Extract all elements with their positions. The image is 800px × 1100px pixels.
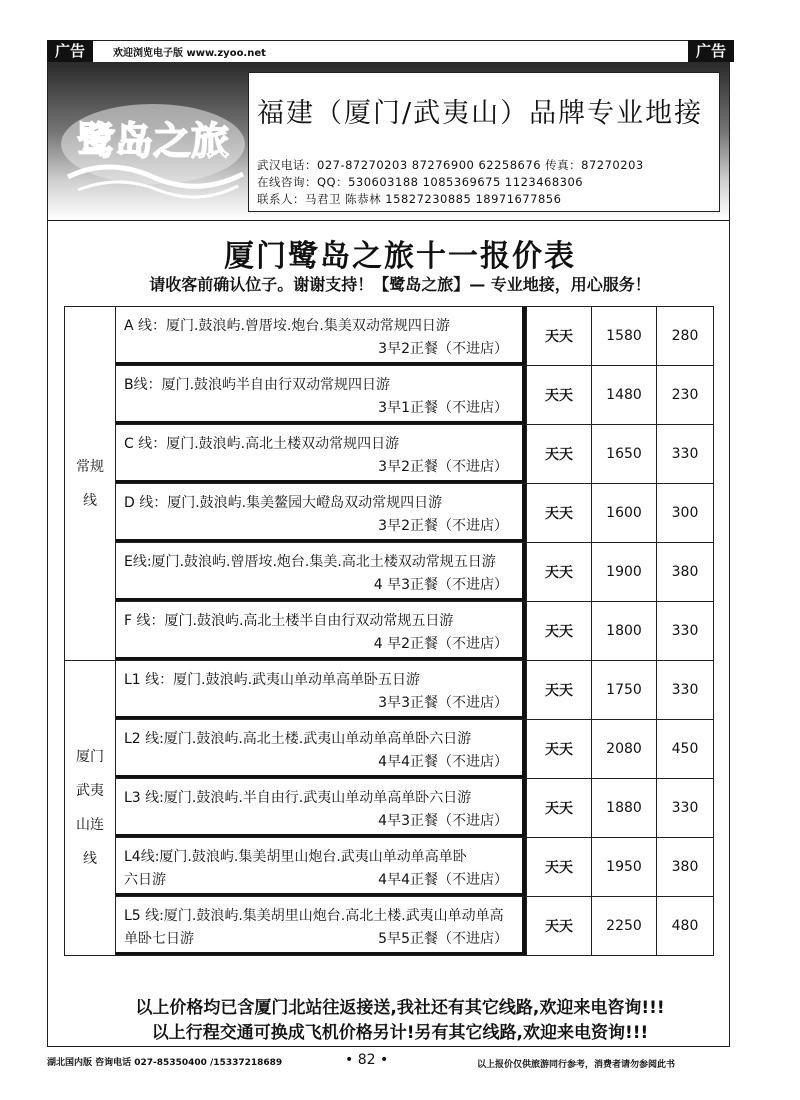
child-price: 330 bbox=[657, 425, 714, 484]
route-cell bbox=[116, 779, 527, 838]
route-box bbox=[116, 602, 526, 660]
contact-phone: 武汉电话：027-87270203 87276900 62258676 传真：87270203 bbox=[257, 158, 644, 172]
adult-price: 1900 bbox=[592, 543, 657, 602]
departure-frequency: 天天 bbox=[527, 661, 592, 720]
route-meals: 4 早2正餐（不进店） bbox=[373, 636, 508, 652]
departure-frequency: 天天 bbox=[527, 779, 592, 838]
route-description: F 线：厦门.鼓浪屿.高北土楼半自由行双动常规五日游 bbox=[124, 613, 454, 629]
child-price: 300 bbox=[657, 484, 714, 543]
route-box bbox=[116, 366, 526, 424]
route-cell bbox=[116, 366, 527, 425]
adult-price: 1950 bbox=[592, 838, 657, 897]
child-price: 330 bbox=[657, 779, 714, 838]
route-description: C 线：厦门.鼓浪屿.高北土楼双动常规四日游 bbox=[124, 436, 400, 452]
adult-price: 1580 bbox=[592, 307, 657, 366]
departure-frequency: 天天 bbox=[527, 484, 592, 543]
table-row bbox=[65, 779, 714, 838]
route-description: L1 线：厦门.鼓浪屿.武夷山单动单高单卧五日游 bbox=[124, 672, 421, 688]
route-box bbox=[116, 543, 526, 601]
child-price: 380 bbox=[657, 543, 714, 602]
route-box bbox=[116, 484, 526, 542]
route-description: D 线：厦门.鼓浪屿.集美鳌园大嶝岛双动常规四日游 bbox=[124, 495, 443, 511]
route-meals: 4早4正餐（不进店） bbox=[378, 872, 508, 888]
adult-price: 1480 bbox=[592, 366, 657, 425]
adult-price: 1880 bbox=[592, 779, 657, 838]
ad-label-left: 广告 bbox=[47, 40, 93, 62]
departure-frequency: 天天 bbox=[527, 602, 592, 661]
route-meals: 3早3正餐（不进店） bbox=[378, 695, 508, 711]
route-description-cont: 六日游 bbox=[124, 872, 166, 888]
category-label bbox=[65, 661, 116, 956]
departure-frequency: 天天 bbox=[527, 897, 592, 956]
route-meals: 3早1正餐（不进店） bbox=[378, 400, 508, 416]
route-box bbox=[116, 425, 526, 483]
footer-left: 湖北国内版 咨询电话 027-85350400 /15337218689 bbox=[47, 1058, 283, 1068]
route-meals: 4早3正餐（不进店） bbox=[378, 813, 508, 829]
route-meals: 3早2正餐（不进店） bbox=[378, 341, 508, 357]
route-meals: 5早5正餐（不进店） bbox=[378, 931, 508, 947]
logo-text: 鹭岛之旅 bbox=[76, 119, 230, 163]
brand-logo bbox=[58, 82, 248, 202]
document-title: 厦门鹭岛之旅十一报价表 bbox=[224, 239, 576, 274]
adult-price: 1800 bbox=[592, 602, 657, 661]
route-meals: 4 早3正餐（不进店） bbox=[373, 577, 508, 593]
category-name: 常规线 bbox=[76, 458, 104, 509]
route-description: B线：厦门.鼓浪屿半自由行双动常规四日游 bbox=[124, 377, 391, 393]
table-row bbox=[65, 720, 714, 779]
route-cell bbox=[116, 307, 527, 366]
departure-frequency: 天天 bbox=[527, 366, 592, 425]
route-cell bbox=[116, 897, 527, 956]
route-box bbox=[116, 720, 526, 778]
route-box bbox=[116, 661, 526, 719]
child-price: 280 bbox=[657, 307, 714, 366]
footer-right: 以上报价仅供旅游同行参考，消费者请勿参阅此书 bbox=[477, 1060, 676, 1070]
route-box bbox=[116, 838, 526, 896]
document-subtitle: 请收客前确认位子。谢谢支持！【鹭岛之旅】— 专业地接，用心服务！ bbox=[149, 275, 651, 294]
category-name: 厦门武夷山连线 bbox=[76, 749, 104, 867]
ad-label-right: 广告 bbox=[688, 40, 734, 62]
route-description-cont: 单卧七日游 bbox=[124, 931, 194, 947]
table-row bbox=[65, 307, 714, 366]
route-box bbox=[116, 307, 526, 365]
table-row bbox=[65, 484, 714, 543]
route-cell bbox=[116, 543, 527, 602]
child-price: 450 bbox=[657, 720, 714, 779]
banner bbox=[48, 62, 729, 221]
route-description: L5 线:厦门.鼓浪屿.集美胡里山炮台.高北土楼.武夷山单动单高 bbox=[124, 908, 504, 924]
note-line-1: 以上价格均已含厦门北站往返接送,我社还有其它线路,欢迎来电咨询!!! bbox=[135, 998, 665, 1018]
departure-frequency: 天天 bbox=[527, 425, 592, 484]
category-label bbox=[65, 307, 116, 661]
table-row bbox=[65, 366, 714, 425]
route-meals: 3早2正餐（不进店） bbox=[378, 459, 508, 475]
route-description: L4线:厦门.鼓浪屿.集美胡里山炮台.武夷山单动单高单卧 bbox=[124, 849, 467, 865]
child-price: 380 bbox=[657, 838, 714, 897]
route-description: A 线：厦门.鼓浪屿.曾厝垵.炮台.集美双动常规四日游 bbox=[124, 318, 450, 334]
route-cell bbox=[116, 602, 527, 661]
departure-frequency: 天天 bbox=[527, 307, 592, 366]
adult-price: 1750 bbox=[592, 661, 657, 720]
child-price: 330 bbox=[657, 602, 714, 661]
route-cell bbox=[116, 425, 527, 484]
adult-price: 2080 bbox=[592, 720, 657, 779]
route-cell bbox=[116, 484, 527, 543]
departure-frequency: 天天 bbox=[527, 838, 592, 897]
note-line-2: 以上行程交通可换成飞机价格另计!另有其它线路,欢迎来电资询!!! bbox=[151, 1023, 649, 1043]
table-row bbox=[65, 661, 714, 720]
route-meals: 4早4正餐（不进店） bbox=[378, 754, 508, 770]
page-number: • 82 • bbox=[345, 1052, 389, 1068]
adult-price: 1650 bbox=[592, 425, 657, 484]
route-cell bbox=[116, 838, 527, 897]
banner-title: 福建（厦门/武夷山）品牌专业地接 bbox=[257, 98, 704, 129]
contact-box bbox=[248, 72, 720, 212]
route-box bbox=[116, 897, 526, 955]
route-box bbox=[116, 779, 526, 837]
price-table bbox=[64, 306, 714, 956]
table-row bbox=[65, 838, 714, 897]
site-note: 欢迎浏览电子版 www.zyoo.net bbox=[113, 48, 266, 59]
contact-online: 在线咨询：QQ：530603188 1085369675 1123468306 bbox=[257, 175, 584, 189]
table-row bbox=[65, 602, 714, 661]
table-row bbox=[65, 543, 714, 602]
adult-price: 1600 bbox=[592, 484, 657, 543]
route-description: L3 线:厦门.鼓浪屿.半自由行.武夷山单动单高单卧六日游 bbox=[124, 790, 472, 806]
child-price: 330 bbox=[657, 661, 714, 720]
table-row bbox=[65, 425, 714, 484]
route-cell bbox=[116, 720, 527, 779]
route-description: E线:厦门.鼓浪屿.曾厝垵.炮台.集美.高北土楼双动常规五日游 bbox=[124, 554, 496, 570]
child-price: 480 bbox=[657, 897, 714, 956]
table-row bbox=[65, 897, 714, 956]
route-meals: 3早2正餐（不进店） bbox=[378, 518, 508, 534]
departure-frequency: 天天 bbox=[527, 720, 592, 779]
route-cell bbox=[116, 661, 527, 720]
adult-price: 2250 bbox=[592, 897, 657, 956]
departure-frequency: 天天 bbox=[527, 543, 592, 602]
route-description: L2 线:厦门.鼓浪屿.高北土楼.武夷山单动单高单卧六日游 bbox=[124, 731, 472, 747]
contact-persons: 联系人：马君卫 陈恭林 15827230885 18971677856 bbox=[257, 192, 562, 206]
child-price: 230 bbox=[657, 366, 714, 425]
